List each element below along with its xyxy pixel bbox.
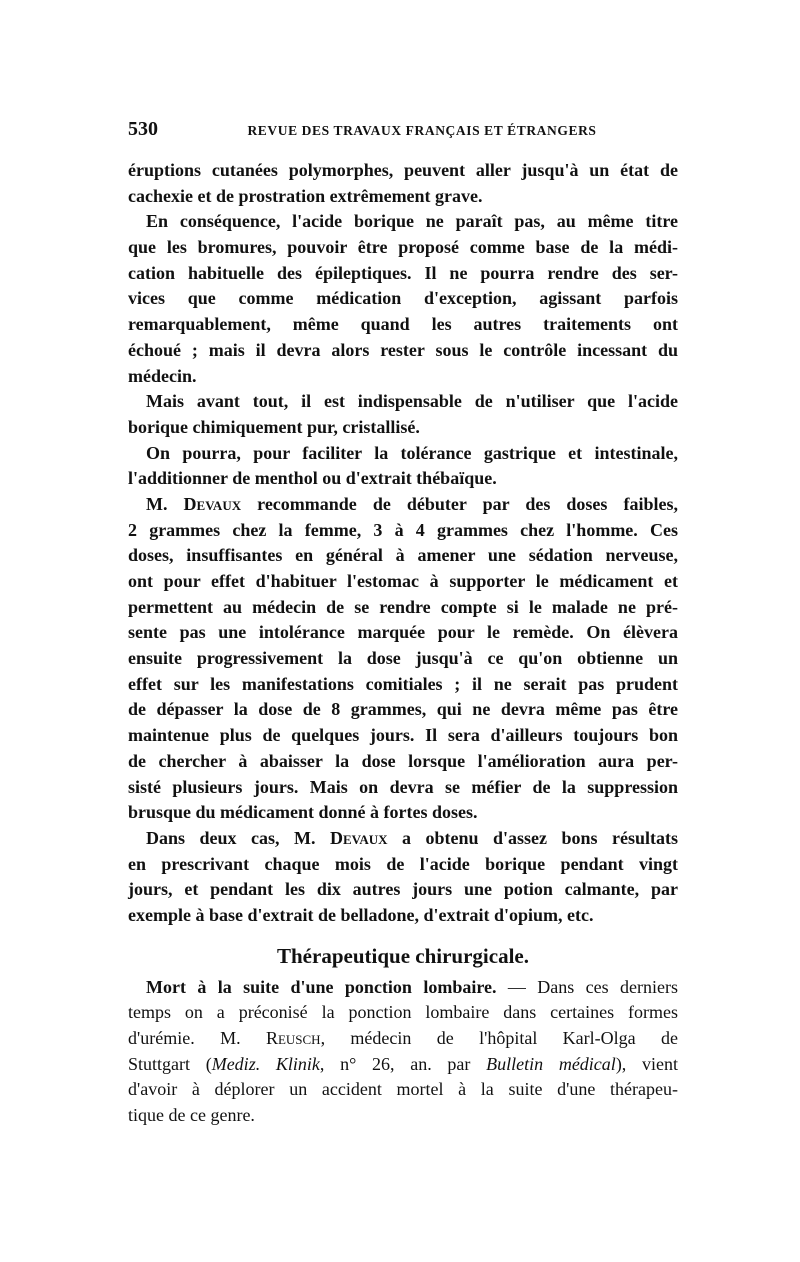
text-line: cation habituelle des épileptiques. Il ne pourra rendre des ser-	[128, 262, 678, 283]
paragraph	[128, 492, 678, 826]
text-line: cachexie et de prostration extrêmement grave.	[128, 185, 483, 206]
paragraph	[128, 975, 678, 1129]
text-line: de chercher à abaisser la dose lorsque l'amélioration aura per-	[128, 750, 678, 771]
text-line	[128, 826, 678, 852]
text-line: 2 grammes chez la femme, 3 à 4 grammes chez l'homme. Ces	[128, 519, 678, 540]
text-line: permettent au médecin de se rendre compte si le malade ne pré-	[128, 596, 678, 617]
running-head	[128, 118, 678, 144]
text-line: doses, insuffisantes en général à amener une sédation nerveuse,	[128, 545, 678, 566]
text-line: d'avoir à déplorer un accident mortel à la suite d'une thérapeu-	[128, 1079, 678, 1100]
section-spacer	[128, 929, 678, 939]
text-line: temps on a préconisé la ponction lombaire dans certaines formes	[128, 1002, 678, 1023]
line-text: , médecin de l'hôpital Karl-Olga de	[320, 1028, 678, 1048]
text-line: exemple à base d'extrait de belladone, d'extrait d'opium, etc.	[128, 904, 594, 925]
line-text: recommande de débuter par des doses faibles,	[241, 493, 678, 514]
paragraph	[128, 441, 678, 492]
text-line	[128, 1026, 678, 1052]
author-name: Devaux	[329, 827, 388, 848]
text-line: sente pas une intolérance marquée pour le remède. On élèvera	[128, 622, 678, 643]
text-line: échoué ; mais il devra alors rester sous le contrôle incessant du	[128, 339, 678, 360]
paragraph	[128, 158, 678, 209]
text-line: borique chimiquement pur, cristallisé.	[128, 416, 420, 437]
author-name: Devaux	[183, 493, 242, 514]
text-line: brusque du médicament donné à fortes doses.	[128, 802, 478, 823]
text-line: effet sur les manifestations comitiales ; il ne serait pas prudent	[128, 673, 678, 694]
text-line	[128, 492, 678, 518]
journal-title: Mediz. Klinik	[211, 1053, 320, 1074]
text-line: ont pour effet d'habituer l'estomac à supporter le médicament et	[128, 571, 678, 591]
line-text: d'urémie. M.	[128, 1028, 266, 1048]
text-line: maintenue plus de quelques jours. Il sera d'ailleurs toujours bon	[128, 725, 678, 746]
page-number: 530	[128, 118, 158, 140]
line-text: , n° 26, an. par	[319, 1053, 487, 1074]
text-line: Mais avant tout, il est indispensable de n'utiliser que l'acide	[146, 391, 678, 412]
paragraph	[128, 209, 678, 389]
text-line: vices que comme médication d'exception, agissant parfois	[128, 288, 678, 309]
line-text: Dans deux cas, M.	[146, 827, 330, 848]
running-title: REVUE DES TRAVAUX FRANÇAIS ET ÉTRANGERS	[247, 123, 597, 138]
text-line: remarquablement, même quand les autres traitements ont	[128, 314, 678, 335]
text-line: en prescrivant chaque mois de l'acide borique pendant vingt	[128, 853, 678, 874]
line-text: a obtenu d'assez bons résultats	[387, 827, 678, 848]
text-line: En conséquence, l'acide borique ne paraît pas, au même titre	[146, 211, 678, 232]
text-line: médecin.	[128, 365, 197, 386]
text-line: jours, et pendant les dix autres jours une potion calmante, par	[128, 879, 678, 900]
text-line: éruptions cutanées polymorphes, peuvent aller jusqu'à un état de	[128, 160, 678, 180]
text-line: que les bromures, pouvoir être proposé comme base de la médi-	[128, 237, 678, 258]
source-title: Bulletin médical	[486, 1053, 616, 1074]
text-line	[128, 975, 678, 1001]
line-text: — Dans ces derniers	[496, 976, 678, 997]
text-line: sisté plusieurs jours. Mais on devra se méfier de la suppression	[128, 776, 678, 797]
author-prefix: M.	[146, 493, 184, 514]
section-title: Thérapeutique chirurgicale.	[277, 943, 529, 968]
line-text: Stuttgart (	[128, 1053, 212, 1074]
text-line: tique de ce genre.	[128, 1105, 255, 1126]
text-line: ensuite progressivement la dose jusqu'à ce qu'on obtienne un	[128, 648, 678, 669]
page	[128, 118, 678, 1129]
paragraph	[128, 389, 678, 440]
text-line	[128, 1052, 678, 1078]
article-body	[128, 158, 678, 1129]
paragraph	[128, 826, 678, 929]
text-line: de dépasser la dose de 8 grammes, qui ne devra même pas être	[128, 699, 678, 720]
lead-title: Mort à la suite d'une ponction lombaire.	[146, 976, 497, 997]
author-name: Reusch	[265, 1028, 321, 1048]
text-line: On pourra, pour faciliter la tolérance gastrique et intestinale,	[146, 442, 678, 463]
line-text: ), vient	[615, 1053, 679, 1074]
text-line: l'additionner de menthol ou d'extrait thébaïque.	[128, 468, 497, 489]
